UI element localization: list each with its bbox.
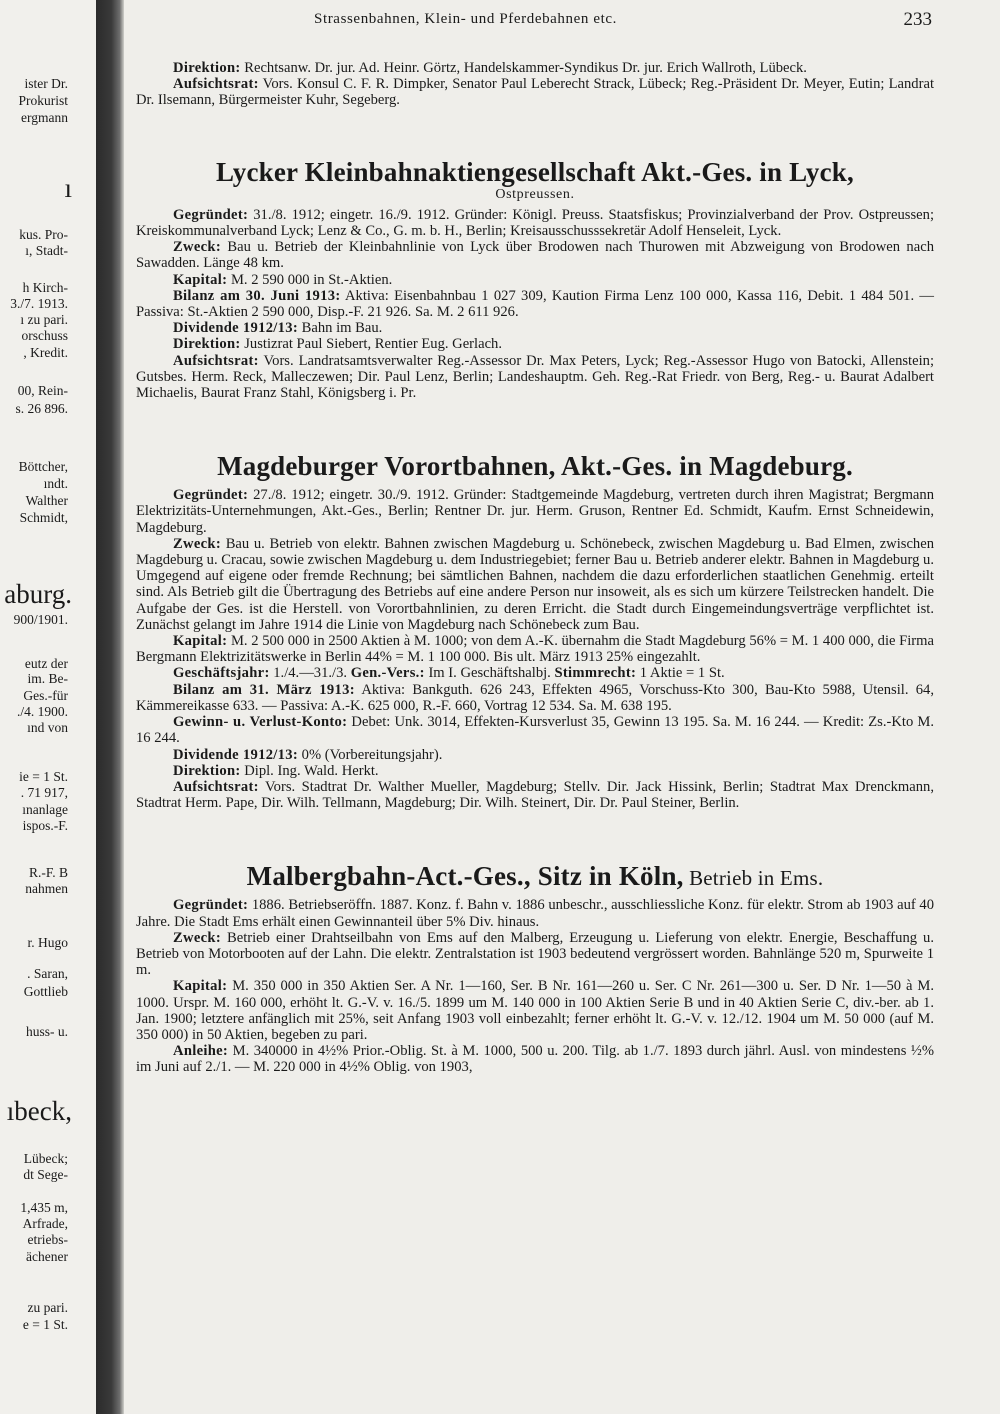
entry-paragraph	[136, 779, 934, 811]
entry-paragraph	[136, 714, 934, 746]
entry-title: Lycker Kleinbahnaktiengesellschaft Akt.-Ges. in Lyck,	[216, 156, 854, 187]
label: Bilanz am 31. März 1913:	[173, 681, 355, 698]
label: Gewinn- u. Verlust-Konto:	[173, 714, 348, 731]
entry-paragraph	[136, 978, 934, 1043]
entry-paragraph	[136, 353, 934, 402]
adjacent-page-fragment: ı, Stadt-	[25, 243, 68, 258]
text: M. 350 000 in 350 Aktien Ser. A Nr. 1—160, Ser. B Nr. 161—260 u. Ser. C Nr. 261—300 u. Ser. D Nr. 1—50 à M. 1000. Urspr. M. 160 000, erhöht lt. G.-V. v. 16./5. 1899 um M. 140 000 in 100 Aktien Serie B und in 40 Aktien Serie C, div.-ber. ab 1. Jan. 1900; letztere anfänglich mit 25%, seit Anfang 1903 voll einbezahlt; ferner erhöht lt. G.-V. v. 12./12. 1904 um M. 50 000 (auf M. 350 000) in 50 Aktien, begeben zu pari.	[136, 978, 934, 1043]
text: Bau u. Betrieb von elektr. Bahnen zwischen Magdeburg u. Schönebeck, zwischen Magdeburg u. Bad Elmen, zwischen Magdeburg u. Cracau, sowie zwischen Magdeburg u. dem Industriegebiet; ferner Bau u. Betrieb anderer elektr. Bahnen in Magdeburg u. Umgegend auf eigene oder fremde Rechnung; bei sämtlichen Bahnen, nachdem die dazu erforderlichen staatlichen Genehmig. erteilt sind. Als Betrieb gilt die Übertragung des Betriebs auf eine andere Person nur insoweit, als es sich um kürzere Teilstrecken handelt. Die Aufgabe der Ges. ist die Herstell. von Vorortbahnlinien, zu deren Erricht. die Stadt durch Eingemeindungsverträge verpflichtet ist. Zunächst gelangt im Jahre 1914 die Linie von Magdeburg nach Schönebeck zum Bau.	[136, 535, 934, 633]
adjacent-page-fragment: . 71 917,	[20, 785, 68, 800]
entry-paragraph	[136, 897, 934, 929]
label: Dividende 1912/13:	[173, 320, 298, 337]
adjacent-page-fragment: ındt.	[43, 476, 68, 491]
adjacent-page-fragment: im. Be-	[27, 671, 68, 686]
adjacent-page-fragment: . Saran,	[27, 966, 68, 981]
text: Rechtsanw. Dr. jur. Ad. Heinr. Görtz, Handelskammer-Syndikus Dr. jur. Erich Wallroth, Lübeck.	[240, 60, 807, 76]
text: M. 340000 in 4½% Prior.-Oblig. St. à M. 1000, 500 u. 200. Tilg. ab 1./7. 1893 durch jährl. Ausl. von mindestens ½% im Juni auf 2./1. — M. 220 000 in 4½% Oblig. von 1903,	[136, 1043, 934, 1076]
adjacent-page-fragment: ınanlage	[22, 802, 68, 817]
text: Debet: Unk. 3014, Effekten-Kursverlust 35, Gewinn 13 195. Sa. M. 16 244. — Kredit: Zs.-Kto M. 16 244.	[136, 714, 934, 747]
adjacent-page-fragment: Böttcher,	[18, 459, 68, 474]
label: Stimmrecht:	[554, 665, 637, 682]
entry-paragraph	[136, 930, 934, 979]
adjacent-page-fragment: 00, Rein-	[17, 383, 68, 398]
adjacent-page-fragment: 1,435 m,	[20, 1200, 68, 1215]
adjacent-page-fragment: r. Hugo	[27, 935, 68, 950]
label: Kapital:	[173, 271, 228, 288]
label: Zweck:	[173, 239, 222, 256]
text: Bau u. Betrieb der Kleinbahnlinie von Lyck über Brodowen nach Thurowen mit Abzweigung von Brodowen nach Sawadden. Länge 48 km.	[136, 239, 934, 272]
entry-paragraph	[136, 536, 934, 633]
entry-paragraph	[136, 665, 934, 681]
page-number: 233	[903, 9, 932, 30]
adjacent-page-fragment: R.-F. B	[28, 865, 68, 880]
label: Zweck:	[173, 535, 222, 552]
adjacent-page-fragment: eutz der	[24, 656, 68, 671]
entry-paragraph	[136, 320, 934, 336]
adjacent-page-fragment: Gottlieb	[23, 984, 68, 999]
adjacent-page-fragment: ie = 1 St.	[19, 769, 68, 784]
label: Direktion:	[173, 60, 241, 76]
adjacent-page-fragment: Arfrade,	[22, 1216, 68, 1231]
label: Aufsichtsrat:	[173, 778, 259, 795]
adjacent-page-fragment: h Kirch-	[22, 280, 68, 295]
adjacent-page-fragment: ı	[64, 173, 72, 203]
text: M. 2 500 000 in 2500 Aktien à M. 1000; von dem A.-K. übernahm die Stadt Magdeburg 56% = M. 1 400 000, die Firma Bergmann Elektrizitätswerke in Berlin 44% = M. 1 100 000. Bis ult. März 1913 25% eingezahlt.	[136, 633, 934, 666]
label: Direktion:	[173, 336, 241, 353]
label: Kapital:	[173, 978, 228, 995]
company-entry-magdeburg	[136, 451, 934, 811]
text: Aktiva: Eisenbahnbau 1 027 309, Kaution Firma Lenz 100 000, Kassa 116, Debit. 1 484 501. — Passiva: St.-Aktien 2 590 000, Disp.-F. 21 926. Sa. M. 2 611 926.	[136, 287, 935, 321]
company-entry-lyck	[136, 157, 934, 402]
label: Aufsichtsrat:	[173, 76, 259, 93]
entry-paragraph	[136, 682, 934, 714]
entry-paragraph	[136, 272, 934, 288]
adjacent-page-fragment: huss- u.	[25, 1024, 68, 1039]
adjacent-page-fragment: ınd von	[27, 720, 68, 735]
label: Geschäftsjahr:	[173, 665, 270, 682]
adjacent-page-fragment: 3./7. 1913.	[10, 296, 68, 311]
text: Vors. Stadtrat Dr. Walther Mueller, Magdeburg; Stellv. Dir. Jack Hissink, Berlin; Stadtrat Max Drenckmann, Stadtrat Herm. Pape, Dir. Wilh. Tellmann, Magdeburg; Dir. Wilh. Steinert, Dir. Dr. Paul Steiner, Berlin.	[136, 778, 934, 812]
entry-title: Magdeburger Vorortbahnen, Akt.-Ges. in Magdeburg.	[217, 451, 853, 482]
entry-title	[136, 861, 934, 893]
adjacent-page-fragment: etriebs-	[27, 1232, 68, 1247]
adjacent-page-fragment: s. 26 896.	[15, 401, 68, 416]
adjacent-page-fragment: , Kredit.	[23, 345, 68, 360]
label: Dividende 1912/13:	[173, 746, 298, 763]
adjacent-page-strip	[0, 0, 96, 1414]
adjacent-page-fragment: ı zu pari.	[20, 312, 68, 327]
entry-title-main: Malbergbahn-Act.-Ges., Sitz in Köln,	[246, 861, 684, 892]
text: Bahn im Bau.	[298, 320, 383, 337]
entry-title-suffix: Betrieb in Ems.	[683, 866, 824, 891]
adjacent-page-fragment: orschuss	[21, 328, 68, 343]
label: Bilanz am 30. Juni 1913:	[173, 287, 341, 304]
label: Gegründet:	[173, 487, 249, 504]
label: Anleihe:	[173, 1043, 229, 1060]
adjacent-page-fragment: ächener	[26, 1249, 68, 1264]
entry-paragraph	[136, 288, 934, 320]
adjacent-page-fragment: Ges.-für	[23, 688, 68, 703]
book-gutter	[96, 0, 124, 1414]
text: Vors. Konsul C. F. R. Dimpker, Senator Paul Leberecht Strack, Lübeck; Reg.-Präsident Dr. Meyer, Eutin; Landrat Dr. Ilsemann, Bürgermeister Kuhr, Segeberg.	[136, 76, 934, 109]
adjacent-page-fragment: Prokurist	[18, 93, 68, 108]
adjacent-page-fragment: ergmann	[21, 110, 68, 125]
label: Aufsichtsrat:	[173, 352, 259, 369]
adjacent-page-fragment: zu pari.	[27, 1300, 68, 1315]
adjacent-page-fragment: ıbeck,	[6, 1096, 72, 1126]
text: Dipl. Ing. Wald. Herkt.	[240, 762, 379, 779]
text: Aktiva: Bankguth. 626 243, Effekten 4965, Vorschuss-Kto 300, Bau-Kto 5988, Utensil. 64, Kämmereikasse 633. — Passiva: A.-K. 625 000, R.-F. 660, Vortrag 12 534. Sa. M. 638 195.	[136, 681, 935, 714]
text: Betrieb einer Drahtseilbahn von Ems auf den Malberg, Erzeugung u. Lieferung von elektr. Energie, Beschaffung u. Betrieb von Motorbooten auf der Lahn. Die elektr. Zentralstation ist 1903 bedeutend vergrössert worden. Bahnlänge 520 m, Spurweite 1 m.	[136, 929, 934, 979]
label: Gegründet:	[173, 897, 249, 914]
entry-paragraph	[136, 1043, 934, 1075]
entry-paragraph	[136, 633, 934, 665]
adjacent-page-fragment: ispos.-F.	[22, 818, 68, 833]
adjacent-page-fragment: nahmen	[25, 881, 68, 896]
entry-paragraph	[136, 336, 934, 352]
text: Im I. Geschäftshalbj.	[424, 665, 555, 682]
prev-direktion	[136, 60, 934, 76]
text: 31./8. 1912; eingetr. 16./9. 1912. Gründer: Königl. Preuss. Staatsfiskus; Provinzialverband der Prov. Ostpreussen; Kreiskommunalverband Lyck; Lenz & Co., G. m. b. H., Berlin; Kreisausschusssekretär Adolf Henseleit, Lyck.	[136, 206, 934, 240]
text: Vors. Landratsamtsverwalter Reg.-Assessor Dr. Max Peters, Lyck; Reg.-Assessor Hugo von Batocki, Allenstein; Gutsbes. Herm. Reck, Malleczewen; Dir. Paul Lenz, Berlin; Landeshauptm. Geh. Reg.-Rat Friedr. von Berg, Reg.- u. Baurat Adalbert Michaelis, Baurat Franz Stahl, Königsberg i. Pr.	[136, 352, 934, 402]
running-head: Strassenbahnen, Klein- und Pferdebahnen etc.	[314, 11, 617, 27]
adjacent-page-fragment: e = 1 St.	[22, 1317, 68, 1332]
text: Justizrat Paul Siebert, Rentier Eug. Gerlach.	[240, 336, 502, 353]
text: 1./4.—31./3.	[269, 665, 351, 682]
adjacent-page-fragment: Walther	[25, 493, 68, 508]
label: Zweck:	[173, 929, 222, 946]
adjacent-page-fragment: ./4. 1900.	[16, 704, 68, 719]
prev-aufsichtsrat	[136, 76, 934, 108]
book-page	[124, 0, 1000, 1414]
adjacent-page-fragment: ister Dr.	[24, 76, 68, 91]
label: Direktion:	[173, 762, 241, 779]
adjacent-page-fragment: aburg.	[4, 579, 72, 609]
adjacent-page-fragment: dt Sege-	[23, 1167, 68, 1182]
entry-paragraph	[136, 207, 934, 239]
adjacent-page-fragment: 900/1901.	[13, 612, 68, 627]
label: Gen.-Vers.:	[350, 665, 425, 682]
text: 27./8. 1912; eingetr. 30./9. 1912. Gründer: Stadtgemeinde Magdeburg, vertreten durch ihren Magistrat; Bergmann Elektrizitäts-Unternehmungen, Akt.-Ges., Berlin; Rentner Dr. jur. Herm. Gruson, Rentner Ed. Schmidt, Kaufm. Ernst Schneidewin, Magdeburg.	[136, 487, 934, 536]
label: Gegründet:	[173, 206, 249, 223]
entry-paragraph	[136, 747, 934, 763]
adjacent-page-fragment: kus. Pro-	[19, 227, 68, 242]
adjacent-page-fragment: Lübeck;	[23, 1151, 68, 1166]
text: 1886. Betriebseröffn. 1887. Konz. f. Bahn v. 1886 unbeschr., ausschliessliche Konz. für elektr. Strom ab 1903 auf 40 Jahre. Die Stadt Ems erhält einen Gewinnanteil über 5% Div. hinaus.	[136, 897, 934, 930]
text: M. 2 590 000 in St.-Aktien.	[227, 271, 393, 288]
page-content	[136, 60, 934, 1076]
company-entry-malbergbahn	[136, 861, 934, 1075]
label: Kapital:	[173, 633, 228, 650]
entry-paragraph	[136, 487, 934, 536]
entry-paragraph	[136, 239, 934, 271]
text: 0% (Vorbereitungsjahr).	[298, 746, 443, 763]
entry-subtitle: Ostpreussen.	[495, 186, 575, 202]
entry-paragraph	[136, 763, 934, 779]
text: 1 Aktie = 1 St.	[636, 665, 725, 682]
adjacent-page-fragment: Schmidt,	[19, 510, 68, 525]
